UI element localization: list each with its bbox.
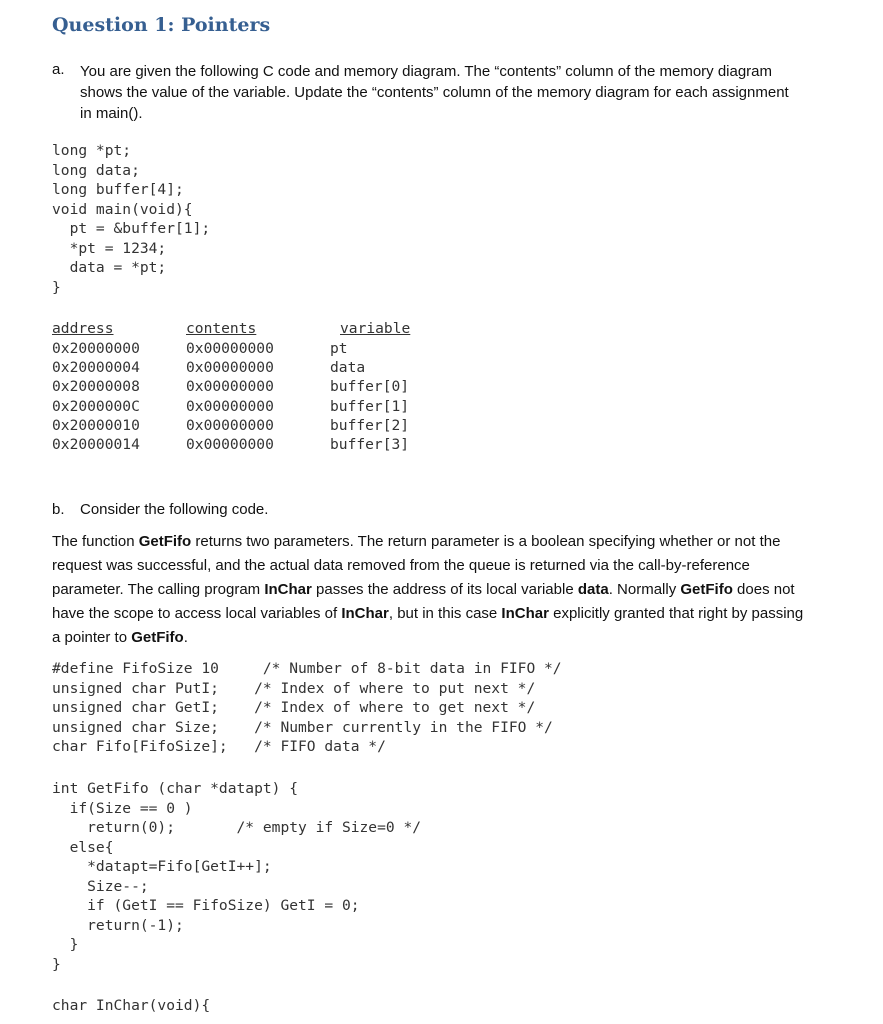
variable-cell: buffer[2] [330, 416, 410, 434]
paragraph-bold-text: InChar [501, 605, 549, 622]
variable-cell: data [330, 359, 366, 377]
part-a-code [52, 141, 210, 297]
paragraph-text: passes the address of its local variable [311, 581, 578, 598]
part-a-label: a. [52, 61, 65, 78]
code-line: if (GetI == FifoSize) GetI = 0; [52, 897, 360, 914]
code-line: unsigned char GetI; /* Index of where to get next */ [52, 699, 536, 716]
part-b-heading: Consider the following code. [80, 501, 269, 518]
variable-cell: buffer[3] [330, 436, 410, 454]
code-line: void main(void){ [52, 200, 193, 218]
part-b-paragraph [52, 530, 812, 650]
code-line: #define FifoSize 10 /* Number of 8-bit data in FIFO */ [52, 660, 562, 677]
paragraph-text: does not have the scope to access local variables of [52, 581, 795, 622]
part-b-getfifo-code [52, 779, 421, 974]
code-line: else{ [52, 838, 114, 856]
contents-cell: 0x00000000 [186, 397, 274, 415]
address-header: address [52, 320, 114, 337]
address-cell: 0x2000000C [52, 397, 140, 415]
contents-header: contents [186, 320, 257, 337]
code-line: } [52, 278, 61, 296]
part-b-inchar-code [52, 996, 210, 1016]
paragraph-text: . [183, 629, 188, 646]
code-line: *pt = 1234; [52, 239, 167, 257]
variable-cell: buffer[0] [330, 378, 410, 396]
contents-cell: 0x00000000 [186, 359, 274, 377]
memory-variable-column [330, 319, 410, 454]
memory-address-column [52, 319, 140, 454]
contents-cell: 0x00000000 [186, 436, 274, 454]
code-line: if(Size == 0 ) [52, 799, 193, 817]
variable-cell: pt [330, 340, 348, 357]
paragraph-text: . Normally [608, 581, 681, 598]
code-line: data = *pt; [52, 259, 167, 276]
paragraph-text: The function [52, 533, 139, 550]
paragraph-bold-text: GetFifo [680, 581, 733, 598]
paragraph-bold-text: data [577, 581, 609, 598]
paragraph-bold-text: GetFifo [131, 629, 184, 646]
address-cell: 0x20000008 [52, 378, 140, 396]
memory-contents-column [186, 319, 274, 454]
part-b-label: b. [52, 501, 65, 518]
part-b-definitions-code [52, 659, 562, 757]
code-line: long buffer[4]; [52, 181, 184, 198]
paragraph-text: explicitly granted that right by passing a pointer to [52, 605, 804, 646]
code-line: } [52, 936, 79, 953]
contents-cell: 0x00000000 [186, 340, 274, 357]
paragraph-text: , but in this case [388, 605, 502, 622]
contents-cell: 0x00000000 [186, 416, 274, 434]
part-a-instructions: You are given the following C code and memory diagram. The “contents” column of the memory diagram shows the value of the variable. Update the “contents” column of the memory diagram for each assignment in main(). [80, 63, 789, 122]
code-line: long *pt; [52, 142, 132, 159]
address-cell: 0x20000010 [52, 416, 140, 434]
code-line: char InChar(void){ [52, 997, 211, 1014]
address-cell: 0x20000004 [52, 359, 140, 377]
address-cell: 0x20000000 [52, 340, 140, 357]
code-line: return(0); /* empty if Size=0 */ [52, 819, 422, 836]
paragraph-text: returns two parameters. The return parameter is a boolean specifying whether or not the request was successful, and the actual data removed from the queue is returned via the call-by-reference parameter. The calling program [52, 533, 781, 598]
code-line: } [52, 955, 61, 973]
paragraph-bold-text: GetFifo [138, 533, 192, 550]
code-line: *datapt=Fifo[GetI++]; [52, 858, 272, 875]
page-title: Question 1: Pointers [52, 14, 271, 36]
code-line: char Fifo[FifoSize]; /* FIFO data */ [52, 738, 386, 755]
paragraph-bold-text: InChar [341, 605, 389, 622]
code-line: unsigned char PutI; /* Index of where to put next */ [52, 679, 536, 697]
code-line: Size--; [52, 877, 149, 895]
code-line: pt = &buffer[1]; [52, 220, 211, 237]
address-cell: 0x20000014 [52, 436, 140, 454]
variable-cell: buffer[1] [330, 397, 410, 415]
code-line: return(-1); [52, 916, 184, 934]
variable-header: variable [340, 320, 411, 337]
code-line: long data; [52, 161, 140, 179]
contents-cell: 0x00000000 [186, 378, 274, 396]
code-line: unsigned char Size; /* Number currently in the FIFO */ [52, 718, 553, 736]
paragraph-bold-text: InChar [264, 581, 312, 598]
code-line: int GetFifo (char *datapt) { [52, 780, 299, 797]
